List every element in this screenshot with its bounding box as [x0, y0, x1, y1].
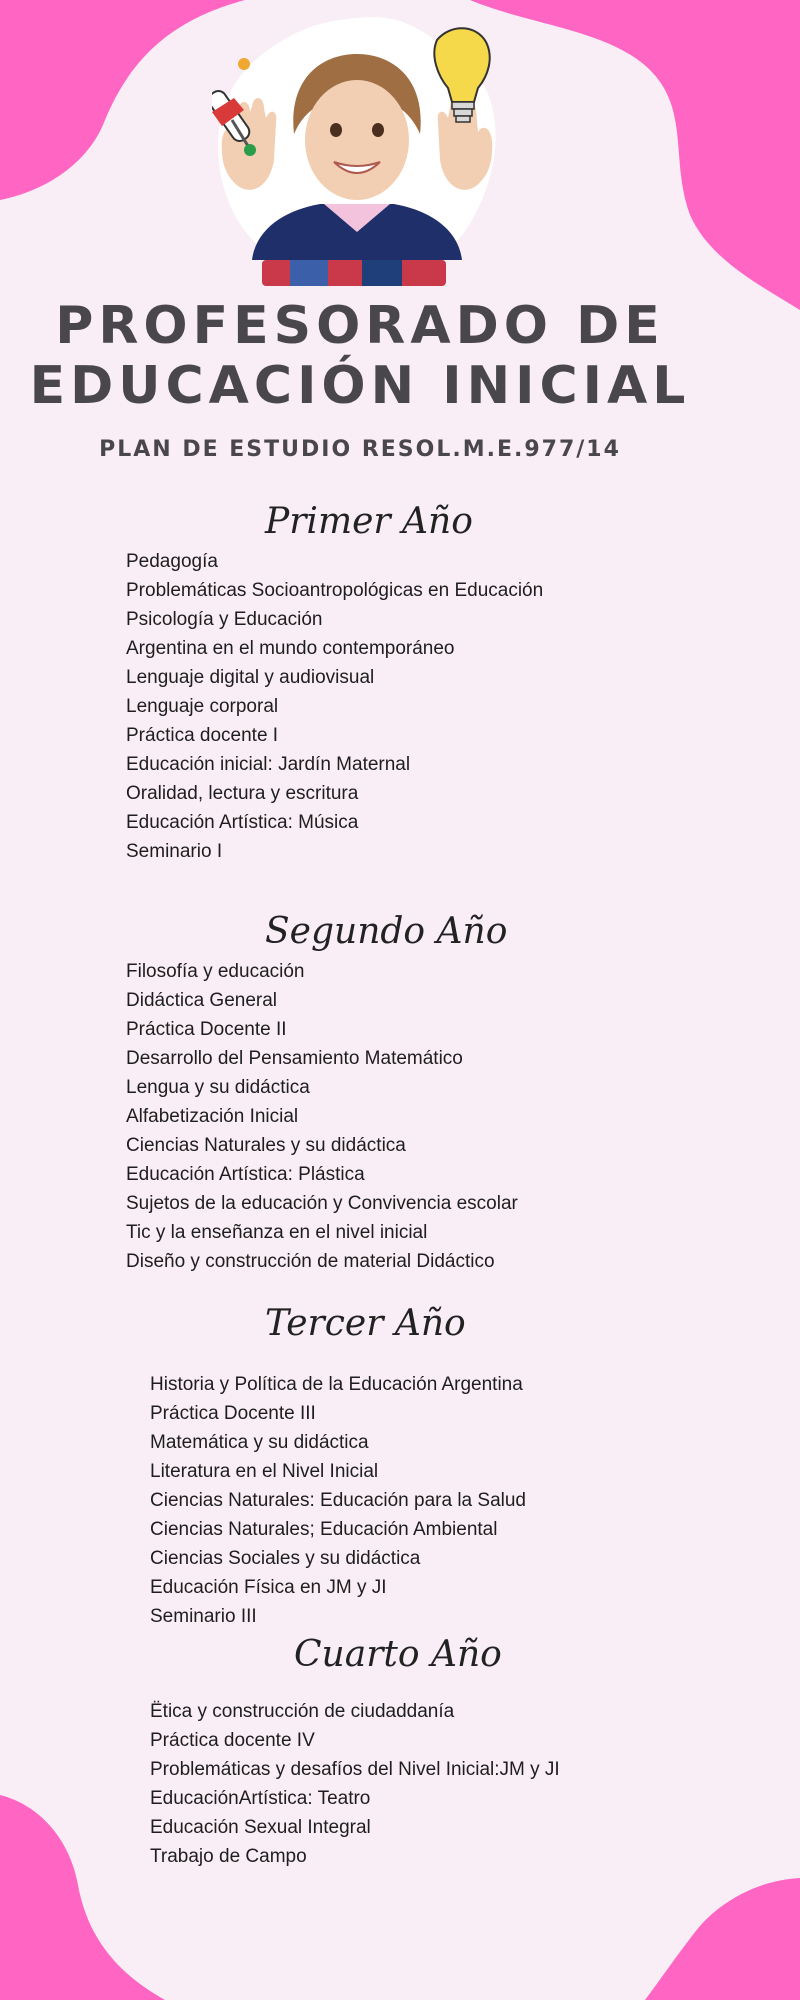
- course-item: EducaciónArtística: Teatro: [150, 1788, 371, 1809]
- course-item: Pedagogía: [126, 551, 218, 572]
- course-item: Educación inicial: Jardín Maternal: [126, 754, 411, 775]
- course-item: Práctica Docente III: [150, 1403, 316, 1424]
- course-item: Ciencias Sociales y su didáctica: [150, 1548, 421, 1569]
- bottom-right-blob: [645, 1878, 800, 2000]
- course-item: Literatura en el Nivel Inicial: [150, 1461, 379, 1482]
- year-heading-cuarto: Cuarto Año: [294, 1634, 502, 1675]
- course-item: Problemáticas y desafíos del Nivel Inicial:JM y JI: [150, 1759, 560, 1780]
- course-item: Matemática y su didáctica: [150, 1432, 369, 1453]
- course-list-cuarto: [150, 1697, 560, 1871]
- course-list-segundo: [126, 957, 518, 1276]
- course-list-tercer: [150, 1370, 526, 1631]
- page-title-line-1: PROFESORADO DE: [55, 296, 665, 356]
- top-right-blob: [470, 0, 800, 310]
- course-item: Argentina en el mundo contemporáneo: [126, 638, 455, 659]
- page-title-line-2: EDUCACIÓN INICIAL: [29, 356, 691, 416]
- course-item: Lenguaje corporal: [126, 696, 279, 717]
- course-item: Práctica docente I: [126, 725, 279, 746]
- course-item: Educación Artística: Música: [126, 812, 359, 833]
- course-item: Educación Sexual Integral: [150, 1817, 371, 1838]
- course-item: Alfabetización Inicial: [126, 1106, 299, 1127]
- course-item: Oralidad, lectura y escritura: [126, 783, 359, 804]
- top-left-blob: [0, 0, 245, 200]
- course-item: Historia y Política de la Educación Argentina: [150, 1374, 523, 1395]
- course-list-primer: [126, 547, 543, 866]
- year-heading-tercer: Tercer Año: [265, 1303, 466, 1344]
- course-item: Educación Física en JM y JI: [150, 1577, 387, 1598]
- course-item: Ciencias Naturales: Educación para la Salud: [150, 1490, 526, 1511]
- course-item: Seminario III: [150, 1606, 257, 1627]
- course-item: Ëtica y construcción de ciudaddanía: [150, 1701, 455, 1722]
- course-item: Educación Artística: Plástica: [126, 1164, 365, 1185]
- books-icon: [262, 260, 446, 286]
- course-item: Ciencias Naturales; Educación Ambiental: [150, 1519, 498, 1540]
- course-item: Práctica docente IV: [150, 1730, 315, 1751]
- page-subtitle: PLAN DE ESTUDIO RESOL.M.E.977/14: [99, 437, 621, 462]
- course-item: Problemáticas Socioantropológicas en Educación: [126, 580, 544, 601]
- course-item: Sujetos de la educación y Convivencia escolar: [126, 1193, 518, 1214]
- bottom-left-blob: [0, 1795, 165, 2000]
- course-item: Filosofía y educación: [126, 961, 305, 982]
- course-item: Seminario I: [126, 841, 223, 862]
- course-item: Trabajo de Campo: [150, 1846, 307, 1867]
- course-item: Desarrollo del Pensamiento Matemático: [126, 1048, 463, 1069]
- course-item: Psicología y Educación: [126, 609, 323, 630]
- course-item: Lenguaje digital y audiovisual: [126, 667, 375, 688]
- course-item: Práctica Docente II: [126, 1019, 287, 1040]
- hero-illustration: [212, 10, 502, 290]
- year-heading-segundo: Segundo Año: [265, 911, 508, 952]
- year-heading-primer: Primer Año: [265, 501, 473, 542]
- course-item: Lengua y su didáctica: [126, 1077, 310, 1098]
- course-item: Tic y la enseñanza en el nivel inicial: [126, 1222, 428, 1243]
- child-face: [305, 80, 409, 200]
- course-item: Diseño y construcción de material Didáctico: [126, 1251, 495, 1272]
- course-item: Didáctica General: [126, 990, 278, 1011]
- course-item: Ciencias Naturales y su didáctica: [126, 1135, 406, 1156]
